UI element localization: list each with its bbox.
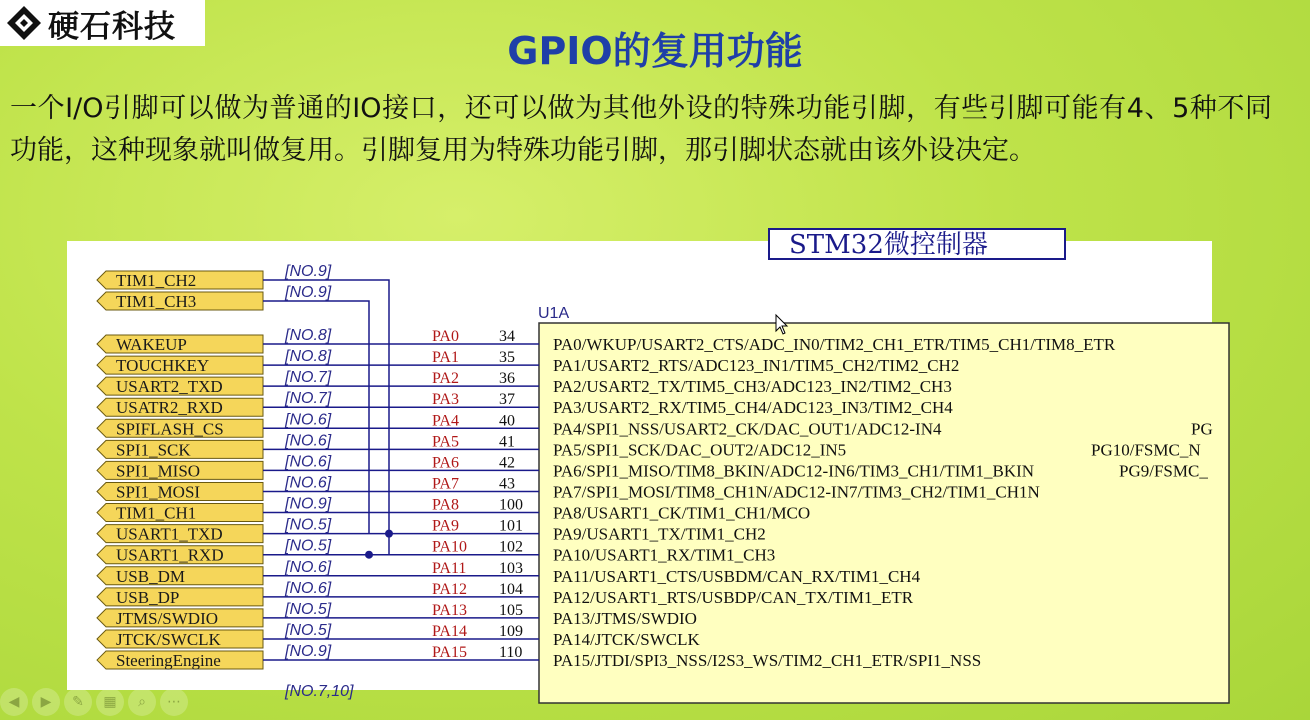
pin-name: PA15 — [432, 644, 467, 662]
pin-name: PA3 — [432, 391, 459, 409]
pin-name: PA8 — [432, 496, 459, 514]
net-label: [NO.6] — [285, 453, 332, 471]
pin-number: 100 — [499, 496, 523, 514]
pin-name: PA6 — [432, 454, 459, 472]
schematic-drawing — [67, 230, 1213, 700]
more-icon[interactable]: ⋯ — [160, 688, 188, 716]
pin-number: 36 — [499, 370, 515, 388]
net-label: [NO.5] — [285, 600, 332, 618]
pin-number: 40 — [499, 412, 515, 430]
pin-number: 103 — [499, 559, 523, 577]
port-label: USART2_TXD — [116, 377, 223, 397]
pin-function: PA3/USART2_RX/TIM5_CH4/ADC123_IN3/TIM2_CH4 — [553, 398, 953, 418]
port-label: JTCK/SWCLK — [116, 629, 221, 649]
pin-number: 35 — [499, 349, 515, 367]
port-label: TIM1_CH1 — [116, 503, 197, 523]
right-pin-function: PG — [1191, 419, 1213, 439]
chip-part-label: U1A — [538, 305, 570, 322]
pin-function: PA5/SPI1_SCK/DAC_OUT2/ADC12_IN5 — [553, 440, 847, 460]
port-label: USART1_TXD — [116, 524, 223, 544]
pin-function: PA9/USART1_TX/TIM1_CH2 — [553, 524, 766, 544]
net-label: [NO.9] — [285, 495, 332, 513]
pin-number: 105 — [499, 601, 523, 619]
slides-icon[interactable]: ▦ — [96, 688, 124, 716]
slide-body-text: 一个I/O引脚可以做为普通的IO接口，还可以做为其他外设的特殊功能引脚，有些引脚可能有4、5种不同功能，这种现象就叫做复用。引脚复用为特殊功能引脚，那引脚状态就由该外设决定。 — [10, 93, 1272, 166]
port-label: USB_DP — [116, 587, 180, 607]
pin-name: PA14 — [432, 622, 467, 640]
logo-text: 硬石科技 — [48, 8, 176, 45]
net-label: [NO.7,10] — [285, 683, 354, 700]
gpio-schematic — [67, 230, 1213, 700]
net-label: [NO.8] — [285, 348, 332, 366]
port-label: SPI1_MISO — [116, 461, 201, 481]
net-label: [NO.7] — [285, 390, 332, 408]
pin-name: PA7 — [432, 475, 459, 493]
pin-number: 109 — [499, 622, 523, 640]
pin-function: PA1/USART2_RTS/ADC123_IN1/TIM5_CH2/TIM2_CH2 — [553, 356, 960, 376]
net-label: [NO.9] — [285, 643, 332, 661]
pin-number: 41 — [499, 433, 515, 451]
pin-number: 110 — [499, 644, 523, 662]
port-label: SteeringEngine — [116, 651, 221, 671]
pin-function: PA8/USART1_CK/TIM1_CH1/MCO — [553, 503, 811, 523]
net-label: [NO.6] — [285, 474, 332, 492]
net-label: [NO.5] — [285, 516, 332, 534]
net-label: [NO.5] — [285, 537, 332, 555]
pin-name: PA1 — [432, 349, 459, 367]
port-label: USART1_RXD — [116, 545, 224, 565]
pin-function: PA11/USART1_CTS/USBDM/CAN_RX/TIM1_CH4 — [553, 566, 921, 586]
pin-name: PA4 — [432, 412, 459, 430]
pin-function: PA7/SPI1_MOSI/TIM8_CH1N/ADC12-IN7/TIM3_CH2/TIM1_CH1N — [553, 482, 1040, 502]
pin-function: PA6/SPI1_MISO/TIM8_BKIN/ADC12-IN6/TIM3_CH1/TIM1_BKIN — [553, 461, 1035, 481]
pin-number: 37 — [499, 391, 515, 409]
net-label: [NO.6] — [285, 411, 332, 429]
slide-title: GPIO的复用功能 — [507, 29, 803, 73]
net-label: [NO.7] — [285, 369, 332, 387]
pin-function: PA15/JTDI/SPI3_NSS/I2S3_WS/TIM2_CH1_ETR/SPI1_NSS — [553, 651, 982, 671]
pin-function: PA10/USART1_RX/TIM1_CH3 — [553, 545, 776, 565]
right-pin-function: PG9/FSMC_ — [1119, 461, 1208, 481]
net-label: [NO.6] — [285, 558, 332, 576]
pin-name: PA5 — [432, 433, 459, 451]
next-slide-icon[interactable]: ▶ — [32, 688, 60, 716]
pin-name: PA9 — [432, 517, 459, 535]
net-label: [NO.6] — [285, 579, 332, 597]
port-label: USATR2_RXD — [116, 398, 223, 418]
pin-name: PA10 — [432, 538, 467, 556]
port-label: TIM1_CH3 — [116, 292, 197, 311]
port-label: SPIFLASH_CS — [116, 419, 224, 439]
net-label: [NO.8] — [285, 327, 332, 344]
right-pin-function: PG10/FSMC_N — [1091, 440, 1201, 460]
prev-slide-icon[interactable]: ◀ — [0, 688, 28, 716]
net-label: [NO.9] — [285, 284, 332, 301]
pin-number: 42 — [499, 454, 515, 472]
slide-nav-controls — [0, 688, 188, 716]
port-label: TOUCHKEY — [116, 356, 210, 376]
pen-icon[interactable]: ✎ — [64, 688, 92, 716]
port-label: SPI1_SCK — [116, 440, 191, 460]
port-label: WAKEUP — [116, 335, 187, 354]
pin-number: 102 — [499, 538, 523, 556]
pin-function: PA12/USART1_RTS/USBDP/CAN_TX/TIM1_ETR — [553, 587, 914, 607]
pin-name: PA0 — [432, 328, 459, 345]
pin-number: 104 — [499, 580, 523, 598]
port-label: USB_DM — [116, 566, 185, 586]
pin-name: PA11 — [432, 559, 467, 577]
port-label: TIM1_CH2 — [116, 271, 197, 290]
net-label: [NO.5] — [285, 621, 332, 639]
pin-name: PA2 — [432, 370, 459, 388]
pin-function: PA0/WKUP/USART2_CTS/ADC_IN0/TIM2_CH1_ETR/TIM5_CH1/TIM8_ETR — [553, 335, 1116, 354]
net-label: [NO.6] — [285, 432, 332, 450]
pin-number: 43 — [499, 475, 515, 493]
pin-number: 101 — [499, 517, 523, 535]
pin-function: PA4/SPI1_NSS/USART2_CK/DAC_OUT1/ADC12-IN4 — [553, 419, 942, 439]
controller-header-text: STM32微控制器 — [789, 230, 988, 260]
pin-name: PA12 — [432, 580, 467, 598]
net-label: [NO.9] — [285, 263, 332, 280]
port-label: JTMS/SWDIO — [116, 608, 219, 628]
zoom-icon[interactable]: ⌕ — [128, 688, 156, 716]
pin-name: PA13 — [432, 601, 467, 619]
pin-function: PA14/JTCK/SWCLK — [553, 629, 700, 649]
pin-function: PA2/USART2_TX/TIM5_CH3/ADC123_IN2/TIM2_CH3 — [553, 377, 952, 397]
port-label: SPI1_MOSI — [116, 482, 201, 502]
pin-function: PA13/JTMS/SWDIO — [553, 608, 697, 628]
pin-number: 34 — [499, 328, 515, 345]
